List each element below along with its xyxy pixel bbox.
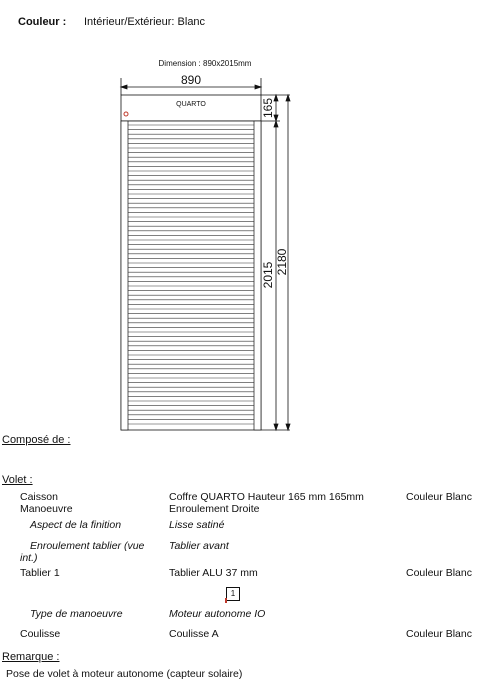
row-tablier-label: Tablier 1: [20, 567, 60, 579]
color-value: Intérieur/Extérieur: Blanc: [84, 16, 206, 28]
dimension-caption: Dimension : 890x2015mm: [158, 59, 252, 68]
row-coulisse-color: Couleur Blanc: [406, 628, 472, 640]
row-enroulement-label-cont: int.): [20, 552, 38, 564]
box-height-label: 165: [261, 97, 275, 119]
color-label: Couleur :: [18, 16, 67, 28]
right-guide: [254, 121, 261, 430]
reference-marker: 1: [226, 587, 240, 601]
left-guide: [121, 121, 128, 430]
composition-heading: Composé de :: [2, 434, 71, 446]
row-enroulement-label: Enroulement tablier (vue: [30, 540, 145, 552]
remark-heading: Remarque :: [2, 651, 60, 663]
row-coulisse-label: Coulisse: [20, 628, 61, 640]
remark-text: Pose de volet à moteur autonome (capteur solaire): [6, 668, 243, 680]
row-enroulement-value: Tablier avant: [169, 540, 229, 552]
row-manoeuvre-label: Manoeuvre: [20, 503, 73, 515]
row-type-manoeuvre-value: Moteur autonome IO: [169, 608, 266, 620]
row-tablier-color: Couleur Blanc: [406, 567, 472, 579]
total-height-label: 2180: [275, 248, 289, 276]
row-finition-label: Aspect de la finition: [30, 519, 122, 531]
row-finition-value: Lisse satiné: [169, 519, 225, 531]
box-label: QUARTO: [176, 101, 206, 108]
row-manoeuvre-value: Enroulement Droite: [169, 503, 260, 515]
width-label: 890: [180, 73, 202, 87]
section-volet: Volet :: [2, 474, 33, 486]
row-caisson-label: Caisson: [20, 491, 58, 503]
height-label: 2015: [261, 261, 275, 289]
marker-pointer: [225, 598, 227, 603]
motor-indicator: [124, 112, 128, 116]
row-caisson-color: Couleur Blanc: [406, 491, 472, 503]
row-coulisse-value: Coulisse A: [169, 628, 219, 640]
row-caisson-value: Coffre QUARTO Hauteur 165 mm 165mm: [169, 491, 364, 503]
row-tablier-value: Tablier ALU 37 mm: [169, 567, 258, 579]
shutter-frame: [121, 121, 261, 430]
row-type-manoeuvre-label: Type de manoeuvre: [30, 608, 123, 620]
shutter-box: [121, 95, 261, 121]
